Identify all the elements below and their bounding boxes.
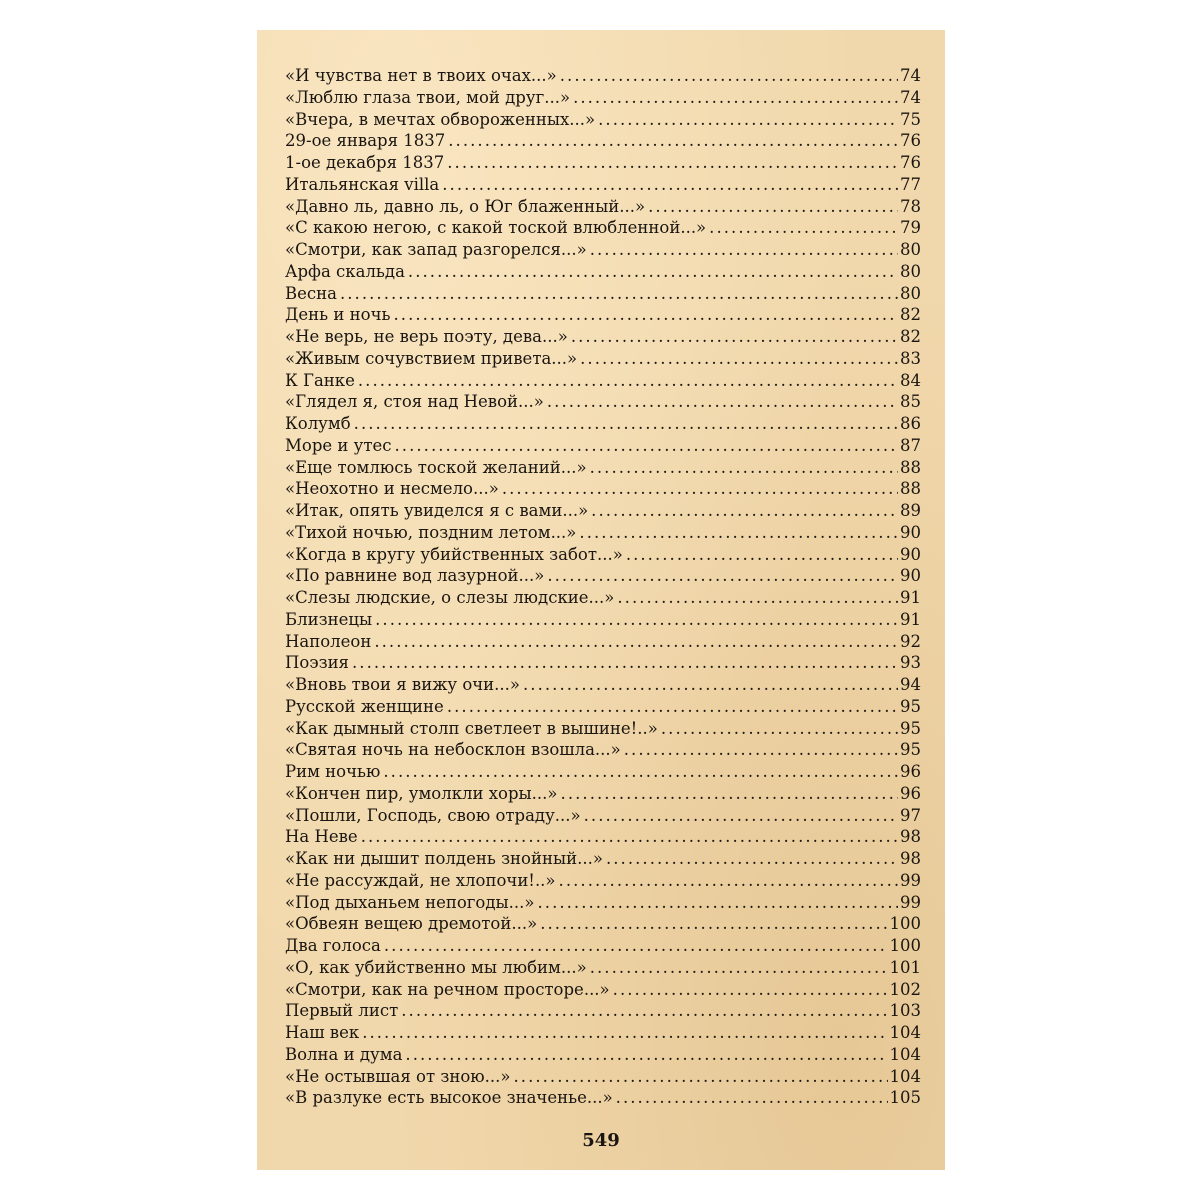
toc-entry-title: Волна и дума <box>285 1044 403 1064</box>
toc-entry-page: 82 <box>900 305 921 325</box>
toc-entry-page: 95 <box>900 718 921 738</box>
toc-entry-title: День и ночь <box>285 305 391 325</box>
toc-entry-page: 88 <box>900 457 921 477</box>
dot-leader <box>340 284 898 303</box>
toc-entry-title: «О, как убийственно мы любим...» <box>285 957 587 977</box>
dot-leader <box>408 262 898 281</box>
toc-entry <box>285 1045 921 1067</box>
toc-entry-title: «По равнине вод лазурной...» <box>285 566 545 586</box>
toc-entry <box>285 305 921 327</box>
dot-leader <box>358 371 898 390</box>
toc-entry-title: Итальянская villa <box>285 174 440 194</box>
toc-entry-title: «Как ни дышит полдень знойный...» <box>285 849 603 868</box>
toc-entry-title: К Ганке <box>285 370 355 390</box>
dot-leader <box>513 1067 887 1086</box>
dot-leader <box>352 653 898 672</box>
toc-entry-title: «Обвеян вещею дремотой...» <box>285 914 538 934</box>
toc-entry-page: 80 <box>900 240 921 259</box>
toc-entry-page: 104 <box>889 1066 921 1086</box>
toc-entry-page: 95 <box>900 740 921 760</box>
toc-entry <box>285 632 921 654</box>
toc-entry-page: 78 <box>900 196 921 216</box>
dot-leader <box>384 936 888 955</box>
toc-entry <box>285 1023 921 1045</box>
toc-entry <box>285 588 921 610</box>
toc-entry-page: 94 <box>900 675 921 694</box>
toc-entry-title: Близнецы <box>285 609 373 629</box>
toc-entry <box>285 545 921 567</box>
toc-entry-title: «Вчера, в мечтах обвороженных...» <box>285 109 596 129</box>
toc-entry <box>285 1001 921 1023</box>
toc-entry-title: Колумб <box>285 414 351 433</box>
dot-leader <box>709 218 898 237</box>
toc-entry-title: Весна <box>285 283 337 303</box>
toc-entry-title: «Как дымный столп светлеет в вышине!..» <box>285 718 658 738</box>
toc-entry <box>285 784 921 806</box>
toc-entry-page: 87 <box>900 435 921 455</box>
toc-entry <box>285 414 921 436</box>
dot-leader <box>362 1023 887 1042</box>
toc-entry-page: 74 <box>900 87 921 107</box>
toc-entry <box>285 653 921 675</box>
toc-entry-title: Два голоса <box>285 936 381 955</box>
dot-leader <box>617 588 898 607</box>
dot-leader <box>547 392 898 411</box>
toc-entry-page: 84 <box>900 370 921 390</box>
dot-leader <box>624 740 898 759</box>
toc-entry-title: «Кончен пир, умолкли хоры...» <box>285 783 558 803</box>
toc-entry-page: 85 <box>900 392 921 412</box>
toc-entry-title: «С какою негою, с какой тоской влюбленной...» <box>285 218 707 238</box>
toc-entry <box>285 436 921 458</box>
dot-leader <box>405 1045 887 1064</box>
toc-entry-title: «И чувства нет в твоих очах...» <box>285 66 557 85</box>
toc-entry-page: 96 <box>900 783 921 803</box>
toc-entry-title: Рим ночью <box>285 762 381 781</box>
dot-leader <box>573 88 898 107</box>
dot-leader <box>401 1001 887 1020</box>
toc-entry-page: 76 <box>900 153 921 172</box>
toc-entry <box>285 371 921 393</box>
toc-entry-title: На Неве <box>285 827 358 847</box>
toc-entry-title: «Вновь твои я вижу очи...» <box>285 675 521 694</box>
toc-entry-page: 77 <box>900 174 921 194</box>
toc-entry <box>285 1088 921 1110</box>
toc-entry-page: 91 <box>900 609 921 629</box>
dot-leader <box>590 458 898 477</box>
dot-leader <box>559 871 898 890</box>
toc-entry <box>285 392 921 414</box>
dot-leader <box>590 240 898 259</box>
dot-leader <box>560 66 898 85</box>
toc-entry-page: 88 <box>900 479 921 499</box>
toc-entry <box>285 479 921 501</box>
toc-entry-title: «Смотри, как на речном просторе...» <box>285 979 610 999</box>
toc-entry-title: «Не верь, не верь поэту, дева...» <box>285 327 568 346</box>
book-page <box>257 30 945 1170</box>
toc-entry-page: 97 <box>900 805 921 825</box>
toc-entry-page: 99 <box>900 870 921 890</box>
toc-entry-title: «Не остывшая от зною...» <box>285 1066 511 1086</box>
toc-entry <box>285 610 921 632</box>
toc-entry-page: 99 <box>900 892 921 912</box>
toc-entry <box>285 110 921 132</box>
toc-entry-page: 90 <box>900 544 921 564</box>
dot-leader <box>393 305 898 324</box>
toc-entry <box>285 675 921 697</box>
toc-entry <box>285 501 921 523</box>
dot-leader <box>375 610 898 629</box>
toc-entry-page: 90 <box>900 522 921 542</box>
dot-leader <box>580 349 898 368</box>
dot-leader <box>448 131 898 150</box>
toc-entry-page: 100 <box>889 914 921 934</box>
page-number: 549 <box>582 1130 620 1151</box>
toc-entry-page: 104 <box>889 1044 921 1064</box>
toc-entry <box>285 566 921 588</box>
toc-entry-page: 86 <box>900 414 921 433</box>
dot-leader <box>561 784 898 803</box>
toc-entry-page: 74 <box>900 66 921 85</box>
toc-entry <box>285 871 921 893</box>
dot-leader <box>374 632 898 651</box>
toc-entry-title: «Тихой ночью, поздним летом...» <box>285 522 577 542</box>
dot-leader <box>547 566 898 585</box>
toc-entry-page: 89 <box>900 501 921 520</box>
dot-leader <box>447 153 898 172</box>
toc-entry-title: «Смотри, как запад разгорелся...» <box>285 240 587 259</box>
toc-entry-title: «Когда в кругу убийственных забот...» <box>285 544 623 564</box>
dot-leader <box>590 958 888 977</box>
toc-entry-title: «Под дыханьем непогоды...» <box>285 892 535 912</box>
dot-leader <box>613 980 888 999</box>
toc-entry-page: 104 <box>889 1023 921 1042</box>
toc-entry <box>285 458 921 480</box>
toc-entry-title: «Люблю глаза твои, мой друг...» <box>285 87 571 107</box>
toc-entry <box>285 827 921 849</box>
toc-entry-page: 80 <box>900 261 921 281</box>
toc-entry-page: 100 <box>889 936 921 955</box>
toc-entry-page: 98 <box>900 849 921 868</box>
toc-entry <box>285 893 921 915</box>
toc-entry-page: 79 <box>900 218 921 238</box>
toc-entry-title: «В разлуке есть высокое значенье...» <box>285 1088 613 1108</box>
dot-leader <box>606 849 898 868</box>
toc-entry <box>285 262 921 284</box>
toc-entry-title: 29-ое января 1837 <box>285 131 446 151</box>
toc-entry-title: Русской женщине <box>285 696 444 716</box>
toc-entry <box>285 197 921 219</box>
toc-entry-page: 91 <box>900 588 921 607</box>
toc-entry <box>285 153 921 175</box>
toc-entry <box>285 218 921 240</box>
dot-leader <box>442 175 898 194</box>
dot-leader <box>537 893 898 912</box>
toc-entry <box>285 740 921 762</box>
dot-leader <box>584 806 898 825</box>
toc-entry-title: «Неохотно и несмело...» <box>285 479 499 499</box>
toc-entry-page: 95 <box>900 696 921 716</box>
toc-entry-title: «Святая ночь на небосклон взошла...» <box>285 740 621 760</box>
dot-leader <box>361 827 898 846</box>
toc-entry <box>285 66 921 88</box>
dot-leader <box>648 197 898 216</box>
toc-entry-page: 80 <box>900 283 921 303</box>
toc-entry <box>285 284 921 306</box>
toc-entry-title: Первый лист <box>285 1001 399 1021</box>
toc-entry-title: «Живым сочувствием привета...» <box>285 348 578 368</box>
dot-leader <box>447 697 898 716</box>
toc-entry-title: «Итак, опять увиделся я с вами...» <box>285 501 589 520</box>
toc-entry <box>285 88 921 110</box>
toc-entry-title: «Еще томлюсь тоской желаний...» <box>285 457 587 477</box>
dot-leader <box>591 501 898 520</box>
toc-entry <box>285 697 921 719</box>
toc-entry <box>285 131 921 153</box>
toc-entry-page: 75 <box>900 109 921 129</box>
toc-entry-title: Арфа скальда <box>285 261 405 281</box>
toc-entry-page: 82 <box>900 327 921 346</box>
toc-entry-page: 83 <box>900 348 921 368</box>
toc-entry-title: «Пошли, Господь, свою отраду...» <box>285 805 581 825</box>
toc-entry <box>285 914 921 936</box>
toc-entry <box>285 240 921 262</box>
toc-entry <box>285 936 921 958</box>
toc-entry-page: 90 <box>900 566 921 586</box>
toc-entry <box>285 980 921 1002</box>
toc-entry <box>285 1067 921 1089</box>
dot-leader <box>383 762 898 781</box>
toc-entry-page: 98 <box>900 827 921 847</box>
toc-entry-title: Наш век <box>285 1023 360 1042</box>
toc-entry-page: 96 <box>900 762 921 781</box>
toc-entry <box>285 175 921 197</box>
toc-entry <box>285 327 921 349</box>
toc-entry-page: 92 <box>900 631 921 651</box>
toc-entry-title: «Глядел я, стоя над Невой...» <box>285 392 544 412</box>
toc-entry-title: «Не рассуждай, не хлопочи!..» <box>285 870 556 890</box>
dot-leader <box>354 414 898 433</box>
dot-leader <box>579 523 898 542</box>
dot-leader <box>395 436 899 455</box>
toc-entry-page: 102 <box>889 979 921 999</box>
dot-leader <box>616 1088 888 1107</box>
toc-entry <box>285 719 921 741</box>
toc-entry <box>285 806 921 828</box>
toc-entry-page: 105 <box>889 1088 921 1108</box>
toc-entry-page: 93 <box>900 653 921 673</box>
dot-leader <box>626 545 898 564</box>
toc-entry-page: 103 <box>889 1001 921 1021</box>
toc-entry-title: 1-ое декабря 1837 <box>285 153 445 172</box>
toc-entry-page: 101 <box>889 957 921 977</box>
dot-leader <box>540 914 887 933</box>
toc-entry <box>285 849 921 871</box>
dot-leader <box>571 327 898 346</box>
toc-entry-title: «Давно ль, давно ль, о Юг блаженный...» <box>285 196 646 216</box>
toc-entry <box>285 523 921 545</box>
toc-entry <box>285 349 921 371</box>
toc-entry <box>285 762 921 784</box>
dot-leader <box>598 110 898 129</box>
toc-entry-title: Поэзия <box>285 653 349 673</box>
toc-entry-title: «Слезы людские, о слезы людские...» <box>285 588 615 607</box>
table-of-contents <box>285 66 921 1110</box>
toc-entry-title: Наполеон <box>285 631 372 651</box>
dot-leader <box>502 479 898 498</box>
dot-leader <box>523 675 898 694</box>
toc-entry <box>285 958 921 980</box>
toc-entry-page: 76 <box>900 131 921 151</box>
dot-leader <box>661 719 898 738</box>
toc-entry-title: Море и утес <box>285 435 392 455</box>
